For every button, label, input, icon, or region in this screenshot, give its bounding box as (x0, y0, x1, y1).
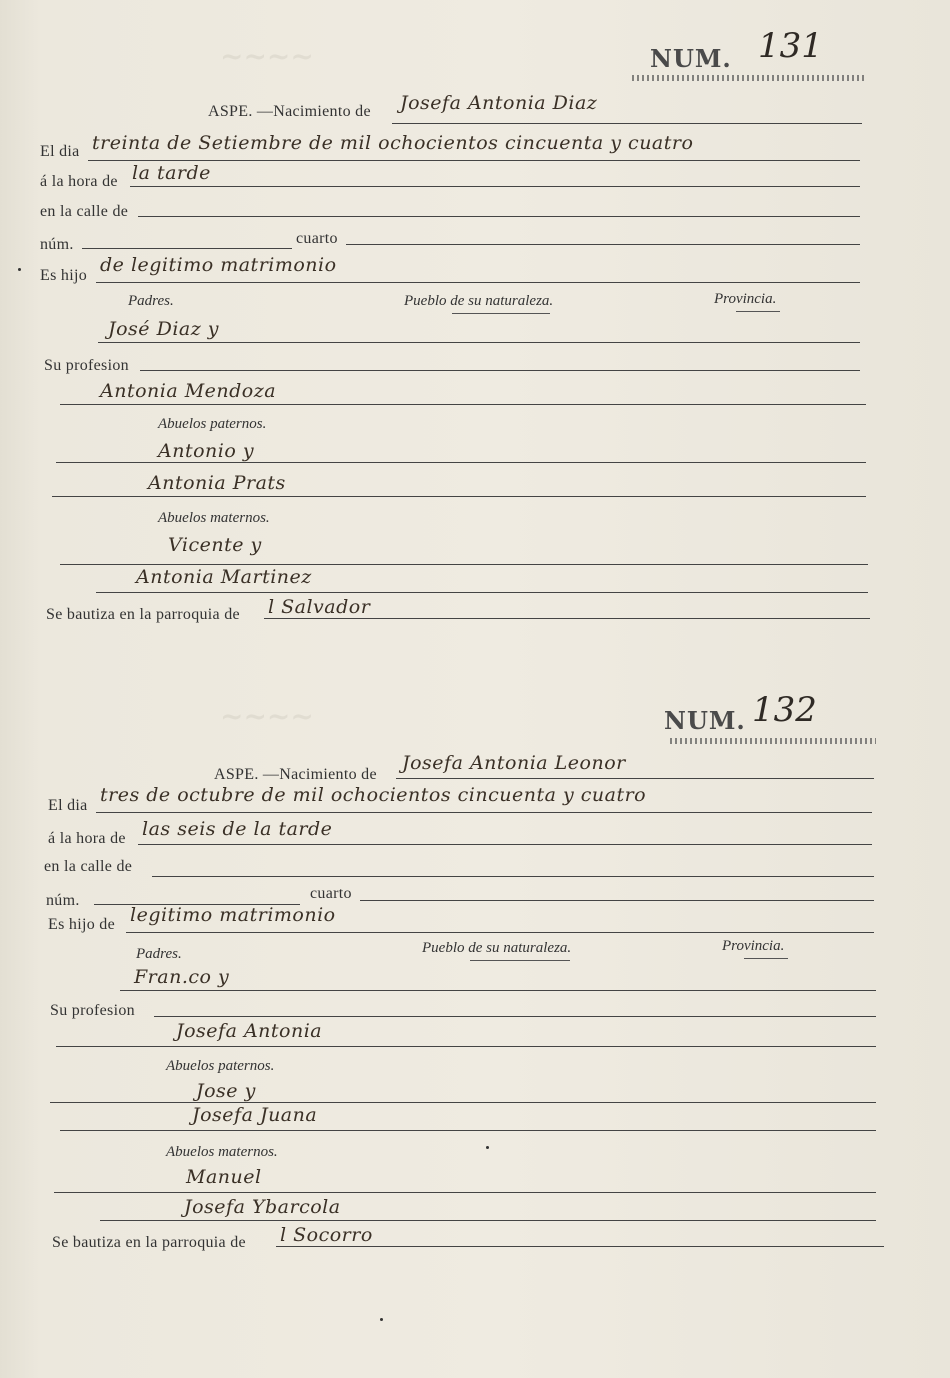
parroquia-value: l Salvador (268, 596, 371, 618)
rule (96, 592, 868, 593)
rule (54, 1192, 876, 1193)
cuarto-label: cuarto (310, 885, 352, 902)
child-name: Josefa Antonia Diaz (400, 92, 598, 114)
profesion-label: Su profesion (44, 357, 129, 374)
hora-value: la tarde (132, 162, 211, 184)
rule (60, 404, 866, 405)
hijo-label: Es hijo de (48, 916, 115, 933)
record-number-label: NUM. (650, 44, 732, 73)
dia-label: El dia (48, 797, 88, 814)
rule (100, 1220, 876, 1221)
rule (126, 932, 874, 933)
rule (50, 1102, 876, 1103)
rule (88, 160, 860, 161)
pueblo-column-header: Pueblo de su naturaleza. (404, 293, 554, 309)
rule (138, 216, 860, 217)
abuelos-paternos-label: Abuelos paternos. (158, 416, 267, 432)
ornament-rule (670, 738, 876, 744)
rule (52, 496, 866, 497)
abuela-materna: Josefa Ybarcola (184, 1196, 341, 1218)
ink-dot (486, 1146, 489, 1149)
madre-value: Antonia Mendoza (100, 380, 277, 402)
padres-column-header: Padres. (128, 293, 174, 309)
record-number-value: 131 (758, 26, 823, 66)
abuela-materna: Antonia Martinez (136, 566, 312, 588)
heading-prefix: ASPE. —Nacimiento de (214, 766, 377, 783)
abuelo-materno: Manuel (186, 1166, 262, 1188)
rule (392, 123, 862, 124)
ink-dot (18, 268, 21, 271)
calle-label: en la calle de (40, 203, 129, 220)
provincia-column-header: Provincia. (714, 291, 777, 307)
abuela-paterna: Josefa Juana (192, 1104, 318, 1126)
num-label: núm. (40, 236, 74, 253)
num-label: núm. (46, 892, 80, 909)
header-underline (470, 960, 570, 961)
hora-label: á la hora de (48, 830, 126, 847)
heading-prefix: ASPE. —Nacimiento de (208, 103, 371, 120)
hora-value: las seis de la tarde (142, 818, 333, 840)
calle-label: en la calle de (44, 858, 133, 875)
header-underline (452, 313, 550, 314)
rule (98, 342, 860, 343)
dia-label: El dia (40, 143, 80, 160)
hora-label: á la hora de (40, 173, 118, 190)
header-underline (744, 958, 788, 959)
rule (82, 248, 292, 249)
rule (56, 1046, 876, 1047)
abuelos-maternos-label: Abuelos maternos. (158, 510, 270, 526)
parroquia-value: l Socorro (280, 1224, 373, 1246)
rule (96, 282, 860, 283)
hijo-value: de legitimo matrimonio (100, 254, 337, 276)
hijo-value: legitimo matrimonio (130, 904, 336, 926)
hijo-label: Es hijo (40, 267, 87, 284)
profesion-label: Su profesion (50, 1002, 135, 1019)
rule (130, 186, 860, 187)
record-number-value: 132 (752, 690, 817, 730)
rule (276, 1246, 884, 1247)
rule (138, 844, 872, 845)
bleed-through: ~~~~ (220, 700, 314, 733)
abuelo-paterno: Antonio y (158, 440, 255, 462)
abuelos-maternos-label: Abuelos maternos. (166, 1144, 278, 1160)
padres-value: Fran.co y (134, 966, 230, 988)
rule (264, 618, 870, 619)
record-number-label: NUM. (664, 706, 746, 735)
rule (60, 1130, 876, 1131)
dia-value: treinta de Setiembre de mil ochocientos cincuenta y cuatro (92, 132, 694, 154)
abuelo-materno: Vicente y (168, 534, 262, 556)
abuelo-paterno: Jose y (196, 1080, 256, 1102)
provincia-column-header: Provincia. (722, 938, 785, 954)
rule (120, 990, 876, 991)
ornament-rule (632, 75, 864, 81)
abuelos-paternos-label: Abuelos paternos. (166, 1058, 275, 1074)
child-name: Josefa Antonia Leonor (402, 752, 626, 774)
ink-dot (380, 1318, 383, 1321)
parroquia-label: Se bautiza en la parroquia de (52, 1234, 246, 1251)
rule (96, 812, 872, 813)
rule (346, 244, 860, 245)
rule (154, 1016, 876, 1017)
bleed-through: ~~~~ (220, 40, 314, 73)
rule (60, 564, 868, 565)
cuarto-label: cuarto (296, 230, 338, 247)
header-underline (736, 311, 780, 312)
dia-value: tres de octubre de mil ochocientos cincuenta y cuatro (100, 784, 647, 806)
parroquia-label: Se bautiza en la parroquia de (46, 606, 240, 623)
abuela-paterna: Antonia Prats (148, 472, 286, 494)
madre-value: Josefa Antonia (176, 1020, 323, 1042)
rule (396, 778, 874, 779)
rule (152, 876, 874, 877)
rule (140, 370, 860, 371)
pueblo-column-header: Pueblo de su naturaleza. (422, 940, 572, 956)
padres-column-header: Padres. (136, 946, 182, 962)
rule (360, 900, 874, 901)
rule (56, 462, 866, 463)
padres-value: José Diaz y (108, 318, 220, 340)
